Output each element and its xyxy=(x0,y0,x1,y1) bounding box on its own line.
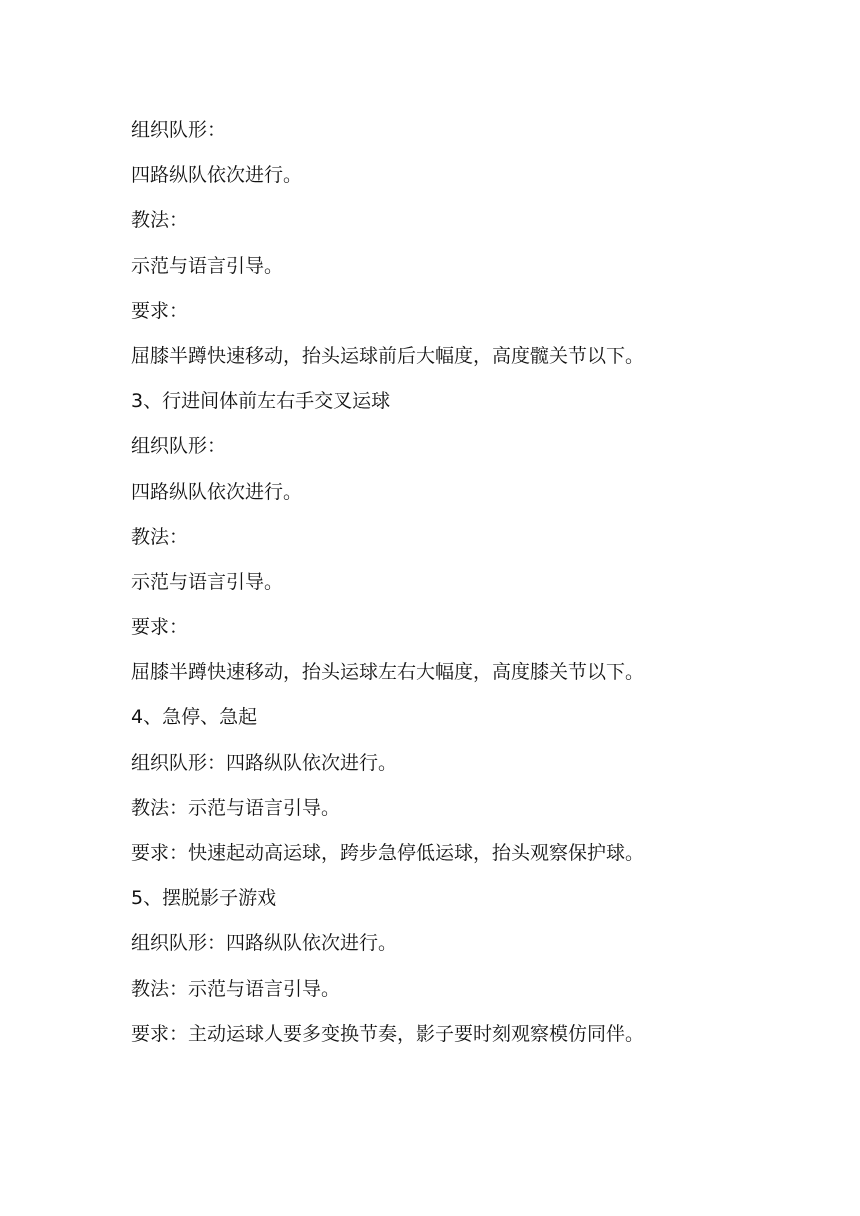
document-body xyxy=(131,108,831,1057)
section-heading-5: 5、摆脱影子游戏 xyxy=(131,887,277,910)
label-formation: 组织队形： xyxy=(131,119,227,141)
method-text: 示范与语言引导。 xyxy=(131,570,284,593)
method-line: 教法：示范与语言引导。 xyxy=(131,977,341,1000)
formation-line: 组织队形：四路纵队依次进行。 xyxy=(131,932,398,955)
label-requirement: 要求： xyxy=(131,299,189,322)
requirement-text: 屈膝半蹲快速移动，抬头运球前后大幅度，高度髋关节以下。 xyxy=(131,344,645,367)
method-line: 教法：示范与语言引导。 xyxy=(131,796,341,819)
formation-line: 组织队形：四路纵队依次进行。 xyxy=(131,751,398,774)
label-method: 教法： xyxy=(131,525,189,548)
method-text: 示范与语言引导。 xyxy=(131,254,284,277)
section-heading-3: 3、行进间体前左右手交叉运球 xyxy=(131,390,391,413)
requirement-text: 屈膝半蹲快速移动，抬头运球左右大幅度，高度膝关节以下。 xyxy=(131,661,645,684)
section-heading-4: 4、急停、急起 xyxy=(131,706,258,729)
label-method: 教法： xyxy=(131,209,189,232)
requirement-line: 要求：快速起动高运球，跨步急停低运球，抬头观察保护球。 xyxy=(131,842,645,864)
formation-text: 四路纵队依次进行。 xyxy=(131,164,303,187)
label-requirement: 要求： xyxy=(131,616,189,639)
label-formation: 组织队形： xyxy=(131,435,227,458)
formation-text: 四路纵队依次进行。 xyxy=(131,480,303,503)
requirement-line: 要求：主动运球人要多变换节奏，影子要时刻观察模仿同伴。 xyxy=(131,1022,645,1045)
